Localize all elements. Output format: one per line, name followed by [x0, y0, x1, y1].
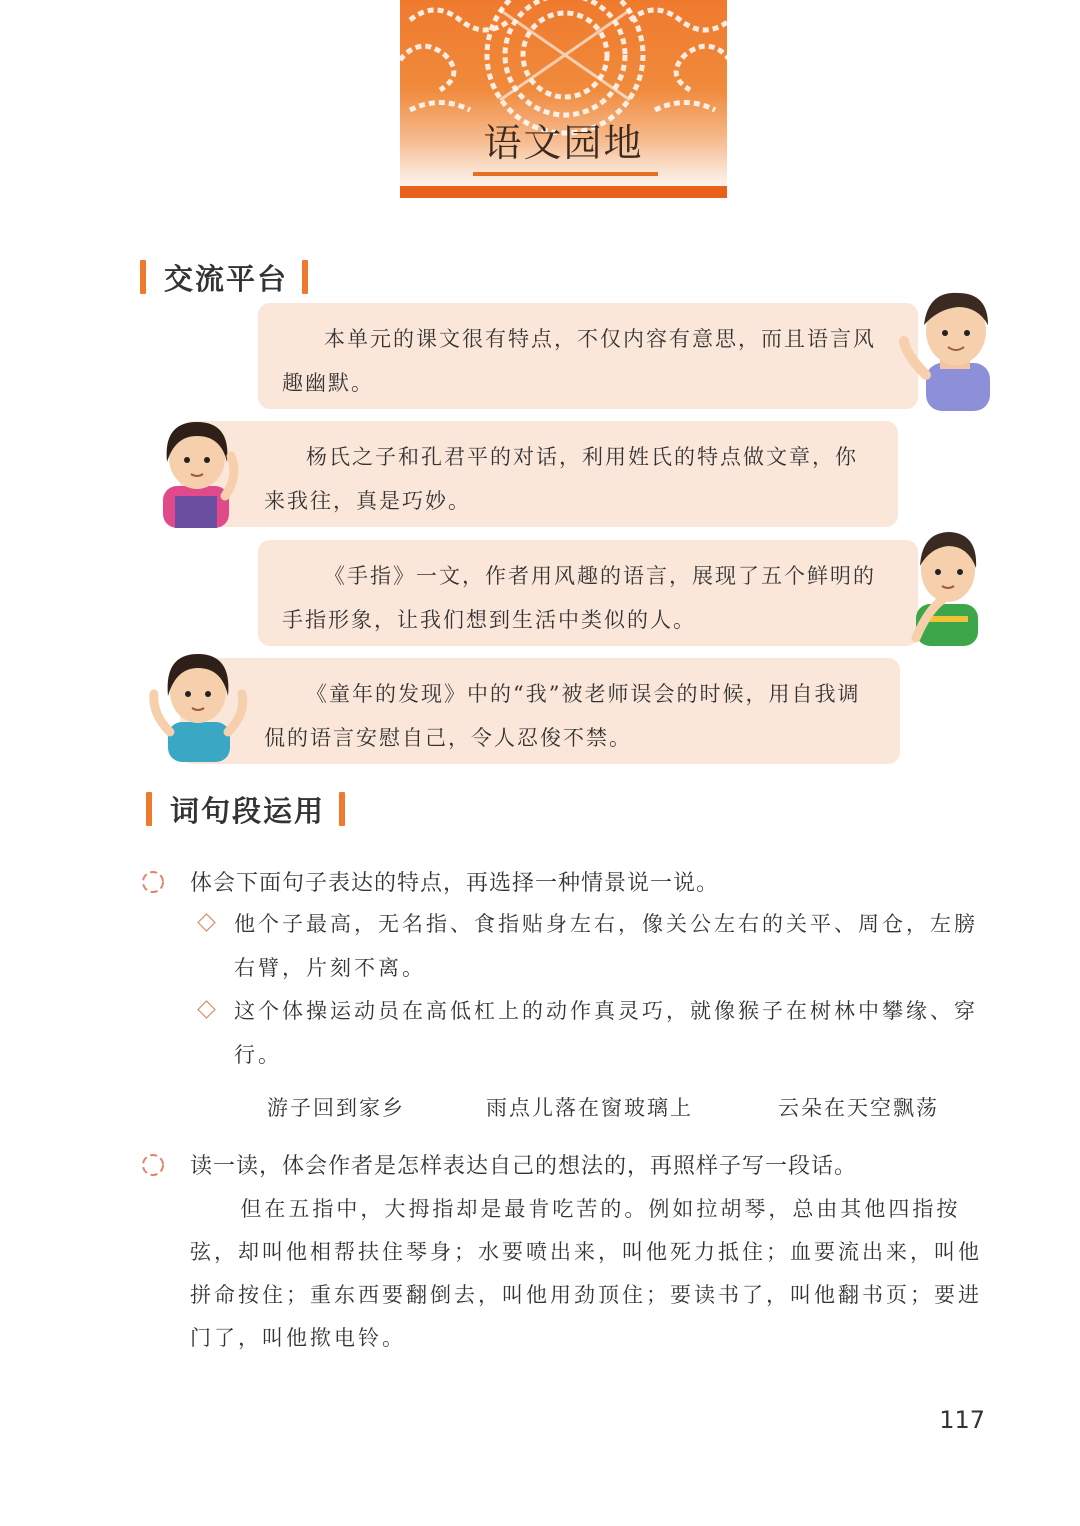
- header-banner: [400, 0, 727, 198]
- model-passage: [190, 1188, 990, 1360]
- question-marker-icon: [140, 869, 166, 895]
- scene-option: 雨点儿落在窗玻璃上: [486, 1096, 693, 1120]
- scene-options: [0, 1086, 1080, 1126]
- title-underline: [473, 172, 658, 176]
- dialogue-text: 《童年的发现》中的“我”被老师误会的时候，用自我调侃的语言安慰自己，令人忍俊不禁。: [264, 682, 861, 750]
- section-title: 词句段运用: [170, 793, 326, 828]
- heading-bar-left: [140, 260, 146, 294]
- diamond-bullet-icon: [197, 913, 215, 931]
- banner-bottom-bar: [400, 186, 727, 198]
- dialogue-text: 本单元的课文很有特点，不仅内容有意思，而且语言风趣幽默。: [282, 327, 876, 395]
- scene-option: 游子回到家乡: [267, 1096, 405, 1120]
- dialogue-bubble: [180, 658, 900, 764]
- diamond-bullet-icon: [197, 1000, 215, 1018]
- section-title: 交流平台: [164, 261, 289, 296]
- example-sentence: [200, 902, 990, 990]
- page-number: 117: [939, 1406, 985, 1434]
- banner-pattern: [400, 0, 727, 198]
- dialogue-bubble: [258, 303, 918, 409]
- question-marker-icon: [140, 1152, 166, 1178]
- page-title: 语文园地: [483, 121, 644, 165]
- model-passage-text: 但在五指中，大拇指却是最肯吃苦的。例如拉胡琴，总由其他四指按弦，却叫他相帮扶住琴身；水要喷出来，叫他死力抵住；血要流出来，叫他拼命按住；重东西要翻倒去，叫他用劲顶住；要读书了，叫他翻书页；要进门了，叫他揿电铃。: [190, 1197, 982, 1350]
- scene-option: 云朵在天空飘荡: [778, 1096, 939, 1120]
- example-sentence-text: 这个体操运动员在高低杠上的动作真灵巧，就像猴子在树林中攀缘、穿行。: [234, 999, 978, 1067]
- girl-figure-icon: [145, 416, 245, 528]
- heading-bar-right: [339, 792, 345, 826]
- dialogue-text: 杨氏之子和孔君平的对话，利用姓氏的特点做文章，你来我往，真是巧妙。: [264, 445, 858, 513]
- exercise-prompt: 读一读，体会作者是怎样表达自己的想法的，再照样子写一段话。: [190, 1154, 858, 1179]
- dialogue-bubble: [258, 540, 918, 646]
- heading-bar-left: [146, 792, 152, 826]
- section-heading-exchange: [140, 257, 308, 297]
- girl-gesturing-figure-icon: [146, 648, 250, 762]
- section-heading-words: [146, 789, 345, 829]
- example-sentence: [200, 989, 990, 1077]
- boy-thinking-figure-icon: [908, 526, 984, 646]
- dialogue-bubble: [180, 421, 898, 527]
- dialogue-text: 《手指》一文，作者用风趣的语言，展现了五个鲜明的手指形象，让我们想到生活中类似的人。: [282, 564, 876, 632]
- exercise-prompt: 体会下面句子表达的特点，再选择一种情景说一说。: [190, 871, 720, 896]
- example-sentence-text: 他个子最高，无名指、食指贴身左右，像关公左右的关平、周仓，左膀右臂，片刻不离。: [234, 912, 978, 980]
- heading-bar-right: [302, 260, 308, 294]
- boy-figure-icon: [898, 285, 1006, 411]
